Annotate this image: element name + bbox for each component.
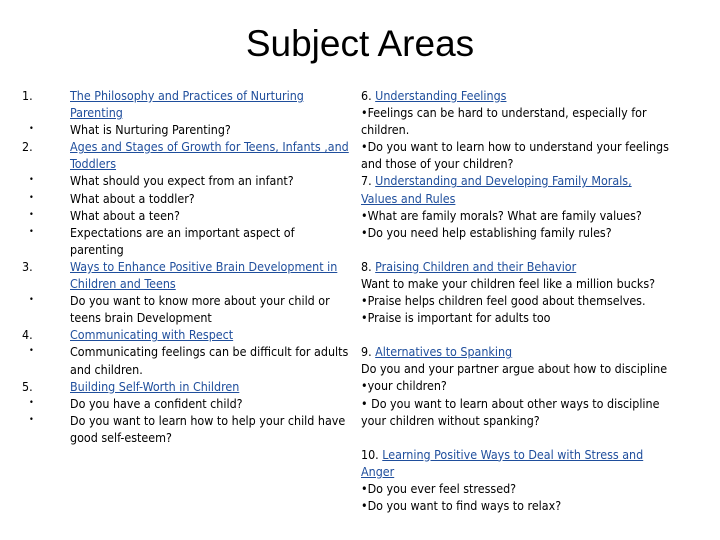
spacer (361, 326, 717, 343)
body-text: •your children? (361, 378, 447, 394)
topic-link[interactable]: Children and Teens (70, 276, 176, 292)
body-text: your children without spanking? (361, 412, 540, 428)
section-heading (361, 343, 717, 360)
section-heading (361, 172, 717, 189)
topic-link[interactable]: The Philosophy and Practices of Nurturing (70, 88, 304, 103)
bullet-icon: • (29, 124, 34, 135)
list-item (22, 378, 362, 395)
body-text: and those of your children? (361, 156, 514, 172)
bullet-text: Expectations are an important aspect of (70, 224, 295, 240)
list-item (22, 104, 362, 121)
list-item (22, 326, 362, 343)
topic-link[interactable]: Praising Children and their Behavior (375, 258, 577, 274)
bullet-item (22, 343, 362, 360)
item-number: 9. (361, 344, 376, 360)
body-text: •Praise is important for adults too (361, 310, 551, 326)
bullet-item (22, 190, 362, 207)
body-text: Do you and your partner argue about how to discipline (361, 361, 668, 377)
bullet-text: What is Nurturing Parenting? (70, 122, 231, 138)
item-number: 10. (361, 446, 383, 462)
bullet-icon: • (29, 226, 34, 237)
item-number: 2. (22, 139, 33, 155)
list-item (22, 138, 362, 155)
list-item (22, 87, 362, 104)
left-column (22, 87, 362, 446)
topic-link[interactable]: Parenting (70, 105, 123, 121)
item-number: 1. (22, 88, 33, 103)
topic-link[interactable]: Understanding Feelings (375, 88, 507, 103)
topic-link[interactable]: Toddlers (70, 156, 117, 172)
item-number: 8. (361, 258, 376, 274)
topic-link[interactable]: Building Self-Worth in Children (70, 378, 240, 394)
item-number: 3. (22, 258, 33, 274)
body-text: Want to make your children feel like a million bucks? (361, 275, 656, 291)
bullet-item (22, 395, 362, 412)
item-number: 4. (22, 327, 33, 343)
right-column (361, 87, 717, 514)
bullet-text: What should you expect from an infant? (70, 173, 294, 189)
section-heading (361, 446, 717, 463)
section-heading (361, 258, 717, 275)
bullet-icon: • (29, 175, 34, 186)
list-item (22, 275, 362, 292)
spacer (361, 429, 717, 446)
bullet-icon: • (29, 295, 34, 306)
topic-link[interactable]: Values and Rules (361, 190, 456, 206)
body-text: •Feelings can be hard to understand, especially for (361, 105, 647, 121)
list-item (22, 155, 362, 172)
topic-link[interactable]: Ages and Stages of Growth for Teens, Infants ,and (70, 139, 349, 155)
body-text: •What are family morals? What are family values? (361, 207, 642, 223)
bullet-item (22, 207, 362, 224)
bullet-item (22, 429, 362, 446)
bullet-text: good self-esteem? (70, 429, 172, 445)
topic-link[interactable]: Understanding and Developing Family Morals, (375, 173, 632, 189)
spacer (361, 241, 717, 258)
bullet-item (22, 361, 362, 378)
item-number: 5. (22, 378, 33, 394)
bullet-item (22, 224, 362, 241)
body-text: •Do you want to learn how to understand your feelings (361, 139, 669, 155)
bullet-text: What about a toddler? (70, 190, 195, 206)
bullet-icon: • (29, 346, 34, 357)
bullet-icon: • (29, 397, 34, 408)
bullet-text: Communicating feelings can be difficult for adults (70, 344, 349, 360)
bullet-item (22, 412, 362, 429)
body-text: • Do you want to learn about other ways to discipline (361, 395, 660, 411)
bullet-text: parenting (70, 241, 124, 257)
topic-link[interactable]: Anger (361, 463, 395, 479)
body-text: •Do you need help establishing family rules? (361, 224, 612, 240)
bullet-icon: • (29, 192, 34, 203)
body-text: •Do you ever feel stressed? (361, 480, 517, 496)
bullet-text: teens brain Development (70, 310, 212, 326)
topic-link[interactable]: Learning Positive Ways to Deal with Stress and (382, 446, 644, 462)
bullet-item (22, 172, 362, 189)
bullet-text: Do you have a confident child? (70, 395, 243, 411)
bullet-text: Do you want to learn how to help your child have (70, 412, 346, 428)
topic-link[interactable]: Communicating with Respect (70, 327, 234, 343)
body-text: •Praise helps children feel good about themselves. (361, 293, 646, 309)
bullet-text: What about a teen? (70, 207, 180, 223)
topic-link[interactable]: Alternatives to Spanking (375, 344, 513, 360)
body-text: •Do you want to find ways to relax? (361, 497, 562, 513)
item-number: 7. (361, 173, 376, 189)
list-item (22, 258, 362, 275)
page-title: Subject Areas (245, 23, 475, 64)
bullet-item (22, 309, 362, 326)
bullet-item (22, 292, 362, 309)
bullet-text: Do you want to know more about your child or (70, 293, 330, 309)
body-text: children. (361, 122, 410, 138)
bullet-icon: • (29, 209, 34, 220)
bullet-icon: • (29, 414, 34, 425)
bullet-item (22, 241, 362, 258)
bullet-text: and children. (70, 361, 143, 377)
section-heading (361, 87, 717, 104)
bullet-item (22, 121, 362, 138)
topic-link[interactable]: Ways to Enhance Positive Brain Development in (70, 258, 338, 274)
item-number: 6. (361, 88, 376, 103)
